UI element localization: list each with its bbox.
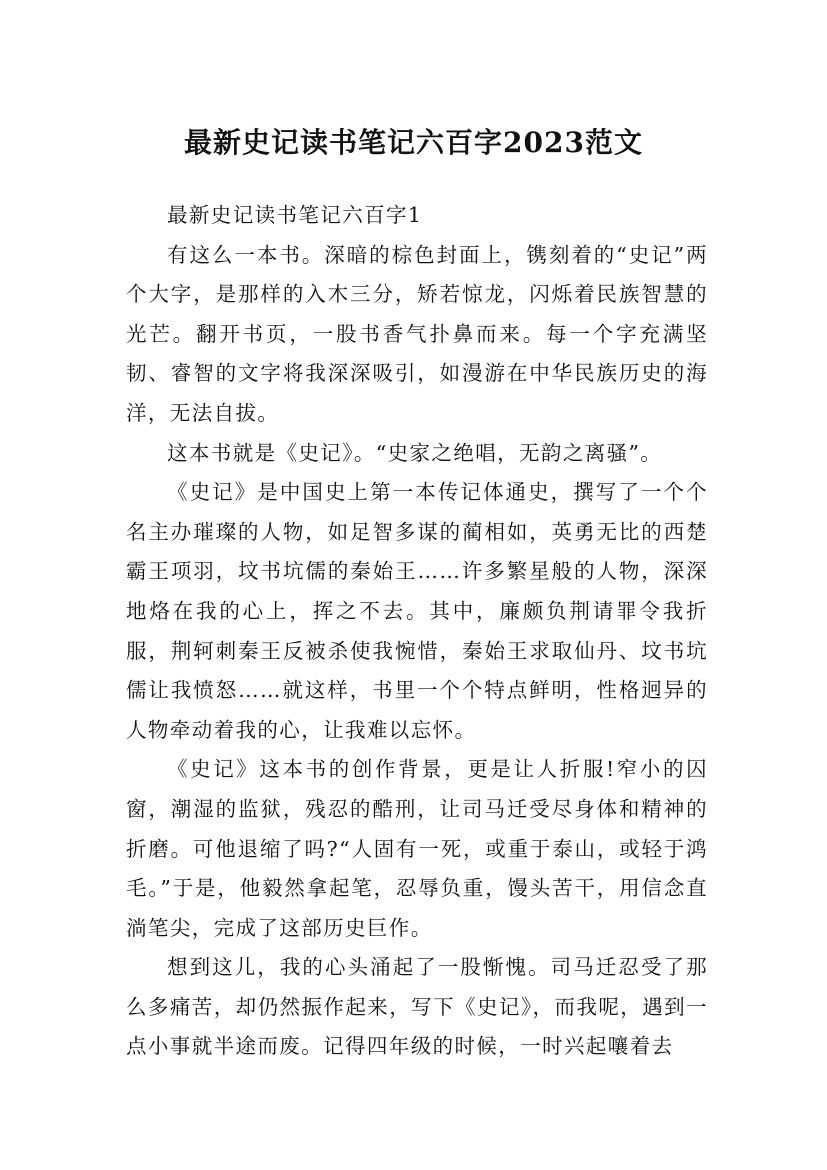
- body-paragraph: 有这么一本书。深暗的棕色封面上，镌刻着的“史记”两个大字，是那样的入木三分，矫若惊龙，闪烁着民族智慧的光芒。翻开书页，一股书香气扑鼻而来。每一个字充满坚韧、睿智的文字将我深深吸引，如漫游在中华民族历史的海洋，无法自拔。: [126, 242, 708, 425]
- document-body: [126, 196, 708, 1067]
- body-paragraph: 想到这儿，我的心头涌起了一股惭愧。司马迁忍受了那么多痛苦，却仍然振作起来，写下《史记》，而我呢，遇到一点小事就半途而废。记得四年级的时候，一时兴起嚷着去: [126, 955, 708, 1059]
- body-paragraph: 《史记》是中国史上第一本传记体通史，撰写了一个个名主办璀璨的人物，如足智多谋的蔺相如，英勇无比的西楚霸王项羽，坟书坑儒的秦始王……许多繁星般的人物，深深地烙在我的心上，挥之不去。其中，廉颇负荆请罪令我折服，荆轲刺秦王反被杀使我惋惜，秦始王求取仙丹、坟书坑儒让我愤怒……就这样，书里一个个特点鲜明，性格迥异的人物牵动着我的心，让我难以忘怀。: [126, 480, 708, 742]
- section-heading: 最新史记读书笔记六百字1: [167, 203, 423, 227]
- body-paragraph: 《史记》这本书的创作背景，更是让人折服!窄小的囚窗，潮湿的监狱，残忍的酷刑，让司马迁受尽身体和精神的折磨。可他退缩了吗?“人固有一死，或重于泰山，或轻于鸿毛。”于是，他毅然拿起笔，忍辱负重，馒头苦干，用信念直淌笔尖，完成了这部历史巨作。: [126, 757, 708, 940]
- document-title: 最新史记读书笔记六百字2023范文: [184, 125, 643, 159]
- body-paragraph: 这本书就是《史记》。“史家之绝唱，无韵之离骚”。: [167, 440, 663, 465]
